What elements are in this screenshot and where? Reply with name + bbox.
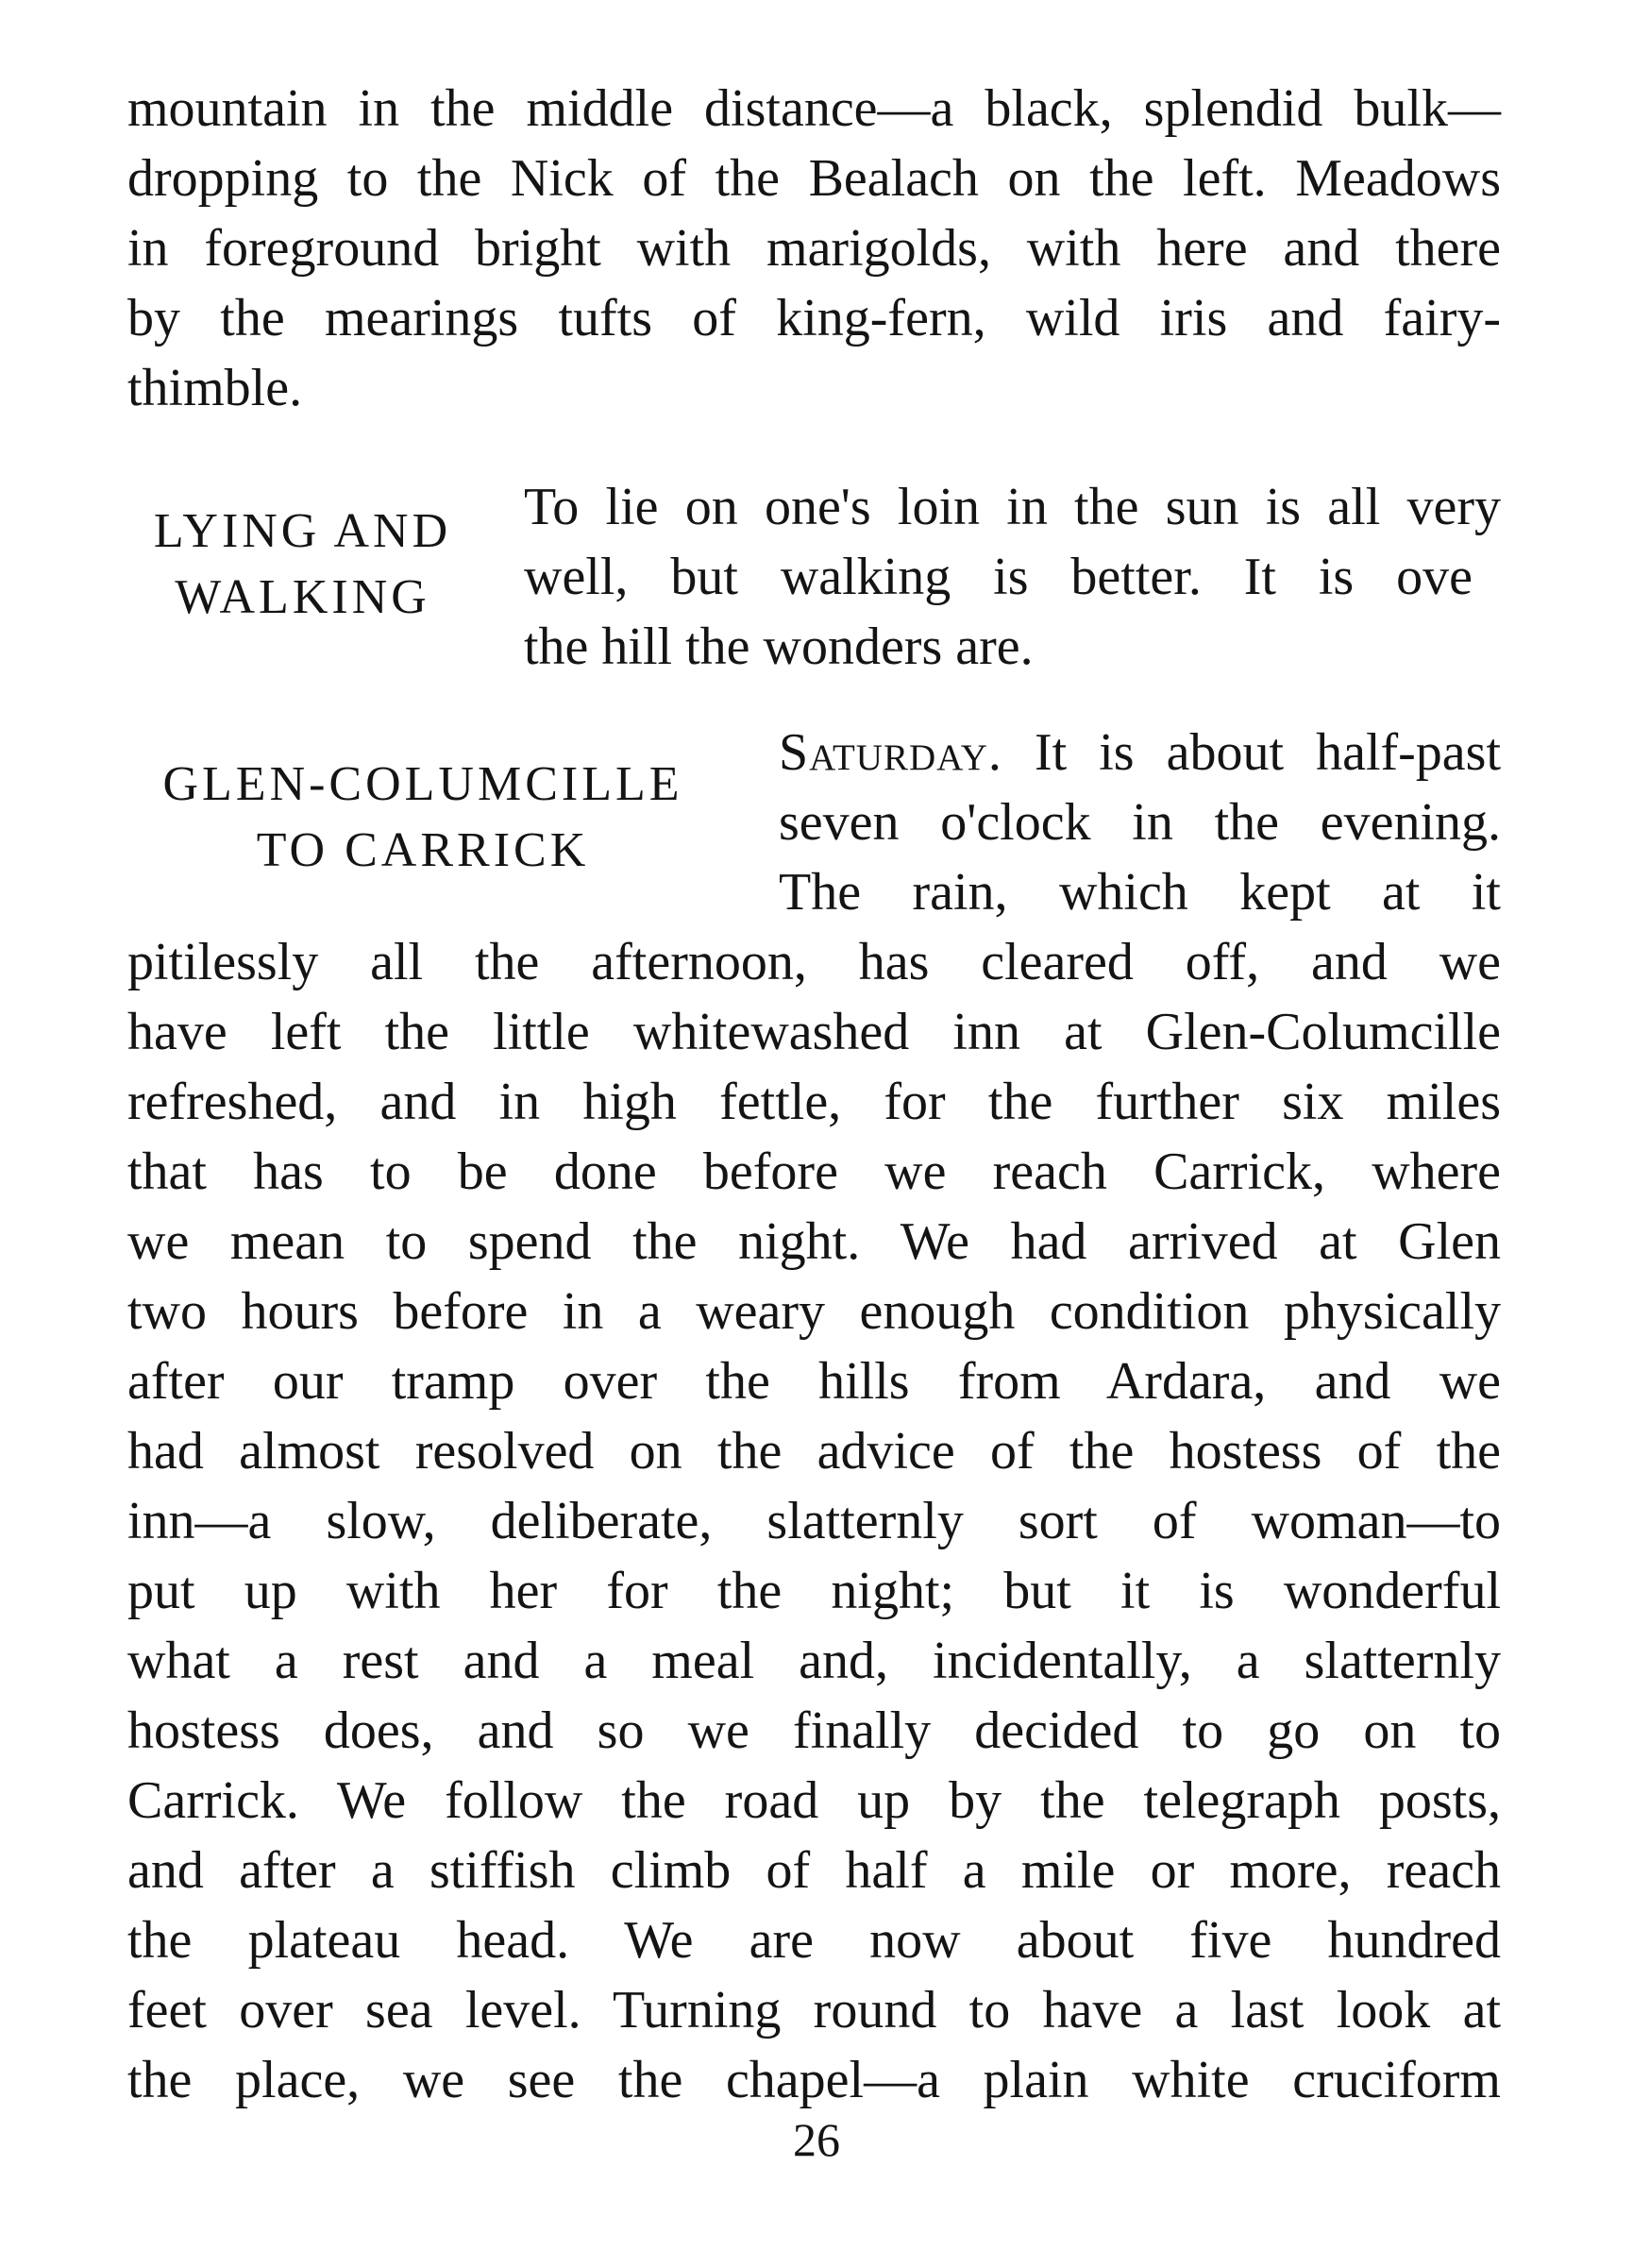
text-line: the plateau head. We are now about five hundred [127,1911,1501,1970]
text-line: what a rest and a meal and, incidentally, a slatternly [127,1632,1501,1690]
text-line: seven o'clock in the evening. [779,793,1501,852]
text-line [779,718,1501,787]
text-line-rest: It is about half-past [1034,723,1502,782]
text-line: that has to be done before we reach Carrick, where [127,1142,1501,1201]
text-line: feet over sea level. Turning round to have a last look at [127,1981,1501,2040]
side-heading [121,752,725,884]
page-number: 26 [793,2113,840,2166]
text-line: refreshed, and in high fettle, for the further six miles [127,1073,1501,1131]
text-line: inn—a slow, deliberate, slatternly sort of woman—to [127,1492,1501,1550]
text-line: put up with her for the night; but it is wonderful [127,1562,1501,1620]
text-line: have left the little whitewashed inn at Glen-Columcille [127,1003,1501,1061]
side-heading-line: GLEN-COLUMCILLE [162,757,683,811]
side-heading-line: LYING AND [153,504,452,558]
side-heading [121,499,484,631]
text-line: mountain in the middle distance—a black, splendid bulk— [127,79,1501,138]
lead-word: Saturday. [779,723,1002,782]
text-line: two hours before in a weary enough condition physically [127,1282,1501,1341]
text-line: we mean to spend the night. We had arrived at Glen [127,1212,1501,1271]
text-line: and after a stiffish climb of half a mile or more, reach [127,1841,1501,1900]
text-line: had almost resolved on the advice of the hostess of the [127,1422,1501,1481]
text-line: Carrick. We follow the road up by the telegraph posts, [127,1771,1501,1830]
side-heading-line: TO CARRICK [256,823,590,877]
text-line: thimble. [127,359,303,417]
text-line: pitilessly all the afternoon, has cleared off, and we [127,933,1501,991]
text-line: well, but walking is better. It is ove [524,548,1473,606]
text-line: the hill the wonders are. [524,618,1034,676]
text-line: the place, we see the chapel—a plain white cruciform [127,2051,1501,2109]
text-line: To lie on one's loin in the sun is all very [524,478,1501,536]
text-line: The rain, which kept at it [779,863,1501,922]
side-heading-line: WALKING [175,570,430,624]
text-line: after our tramp over the hills from Ardara, and we [127,1352,1501,1411]
text-line: in foreground bright with marigolds, with here and there [127,219,1501,278]
text-line: by the mearings tufts of king-fern, wild iris and fairy- [127,289,1501,347]
text-line: dropping to the Nick of the Bealach on the left. Meadows [127,149,1501,208]
text-line: hostess does, and so we finally decided to go on to [127,1701,1501,1760]
